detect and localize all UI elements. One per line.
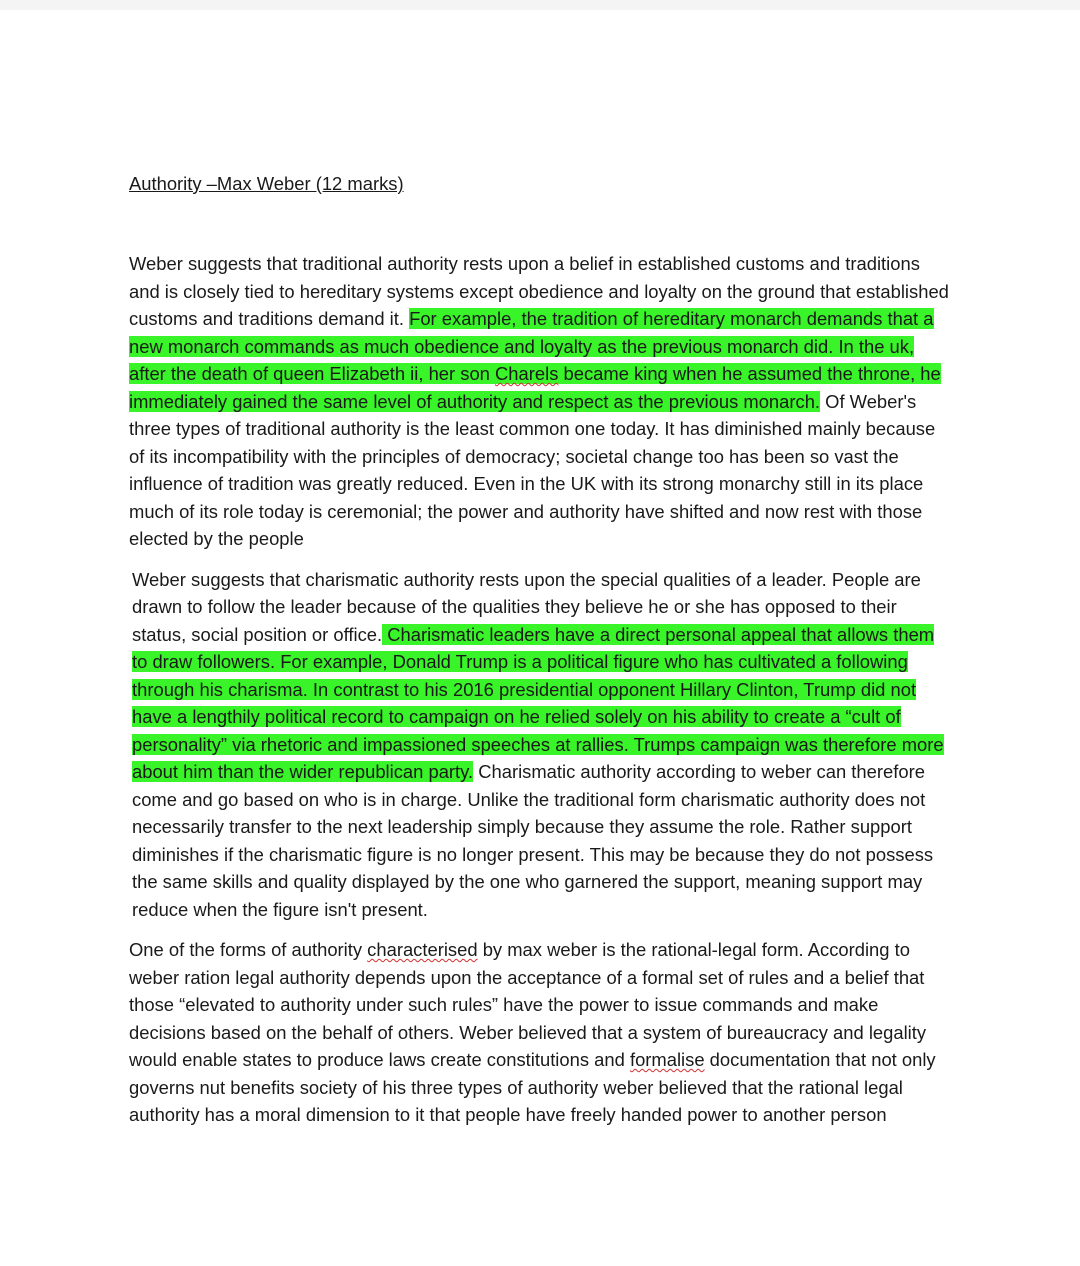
paragraph-rational-legal-authority: [129, 936, 951, 1129]
document-page: [129, 170, 951, 1142]
document-title: Authority –Max Weber (12 marks): [129, 173, 404, 194]
paragraph-text: Charismatic authority according to weber can therefore come and go based on who is in charge. Unlike the traditional form charismatic authority does not necessarily transfer to the next leadership simply because they assume the role. Rather support diminishes if the charismatic figure is no longer present. This may be because they do not possess the same skills and quality displayed by the one who garnered the support, meaning support may reduce when the figure isn't present.: [132, 761, 934, 920]
paragraph-text: One of the forms of authority: [129, 939, 368, 960]
spelling-error-word[interactable]: characterised: [367, 939, 478, 960]
top-edge-bar: [0, 0, 1080, 10]
paragraph-text: by max weber is the rational-legal form. According to weber ration legal authority depends upon the acceptance of a formal set of rules and a belief that those “elevated to authority under such rules” have the power to issue commands and make decisions based on the behalf of others. Weber believed that a system of bureaucracy and legality would enable states to produce laws create constitutions and: [129, 939, 927, 1070]
paragraph-text: Of Weber's three types of traditional authority is the least common one today. It has diminished mainly because of its incompatibility with the principles of democracy; societal change too has been so vast the influence of tradition was greatly reduced. Even in the UK with its strong monarchy still in its place much of its role today is ceremonial; the power and authority have shifted and now rest with those elected by the people: [129, 390, 936, 549]
highlighted-text: Charismatic leaders have a direct personal appeal that allows them to draw followers. For example, Donald Trump is a political figure who has cultivated a following through his charisma. In contrast to his 2016 presidential opponent Hillary Clinton, Trump did not have a lengthily political record to campaign on he relied solely on his ability to create a “cult of personality” via rhetoric and impassioned speeches at rallies. Trumps campaign was therefore more about him than the wider republican party.: [132, 623, 944, 782]
paragraph-text: Weber suggests that traditional authority rests upon a belief in established customs and traditions and is closely tied to hereditary systems except obedience and loyalty on the ground that established customs and traditions demand it.: [129, 253, 949, 329]
spelling-error-word[interactable]: Charels: [495, 363, 559, 384]
paragraph-text: documentation that not only governs nut benefits society of his three types of authority weber believed that the rational legal authority has a moral dimension to it that people have freely handed power to another person: [129, 1049, 936, 1125]
paragraph-traditional-authority: [129, 250, 951, 553]
paragraph-charismatic-authority: [129, 566, 951, 924]
highlighted-text-part: For example, the tradition of hereditary monarch demands that a new monarch commands as much obedience and loyalty as the previous monarch did. In the uk, after the death of queen Elizabeth ii, her son: [129, 308, 934, 384]
paragraph-text: Weber suggests that charismatic authority rests upon the special qualities of a leader. People are drawn to follow the leader because of the qualities they believe he or she has opposed to their status, social position or office.: [132, 568, 921, 645]
spelling-error-word[interactable]: formalise: [629, 1049, 705, 1070]
highlighted-text-part: became king when he assumed the throne, he immediately gained the same level of authority and respect as the previous monarch.: [129, 363, 941, 412]
